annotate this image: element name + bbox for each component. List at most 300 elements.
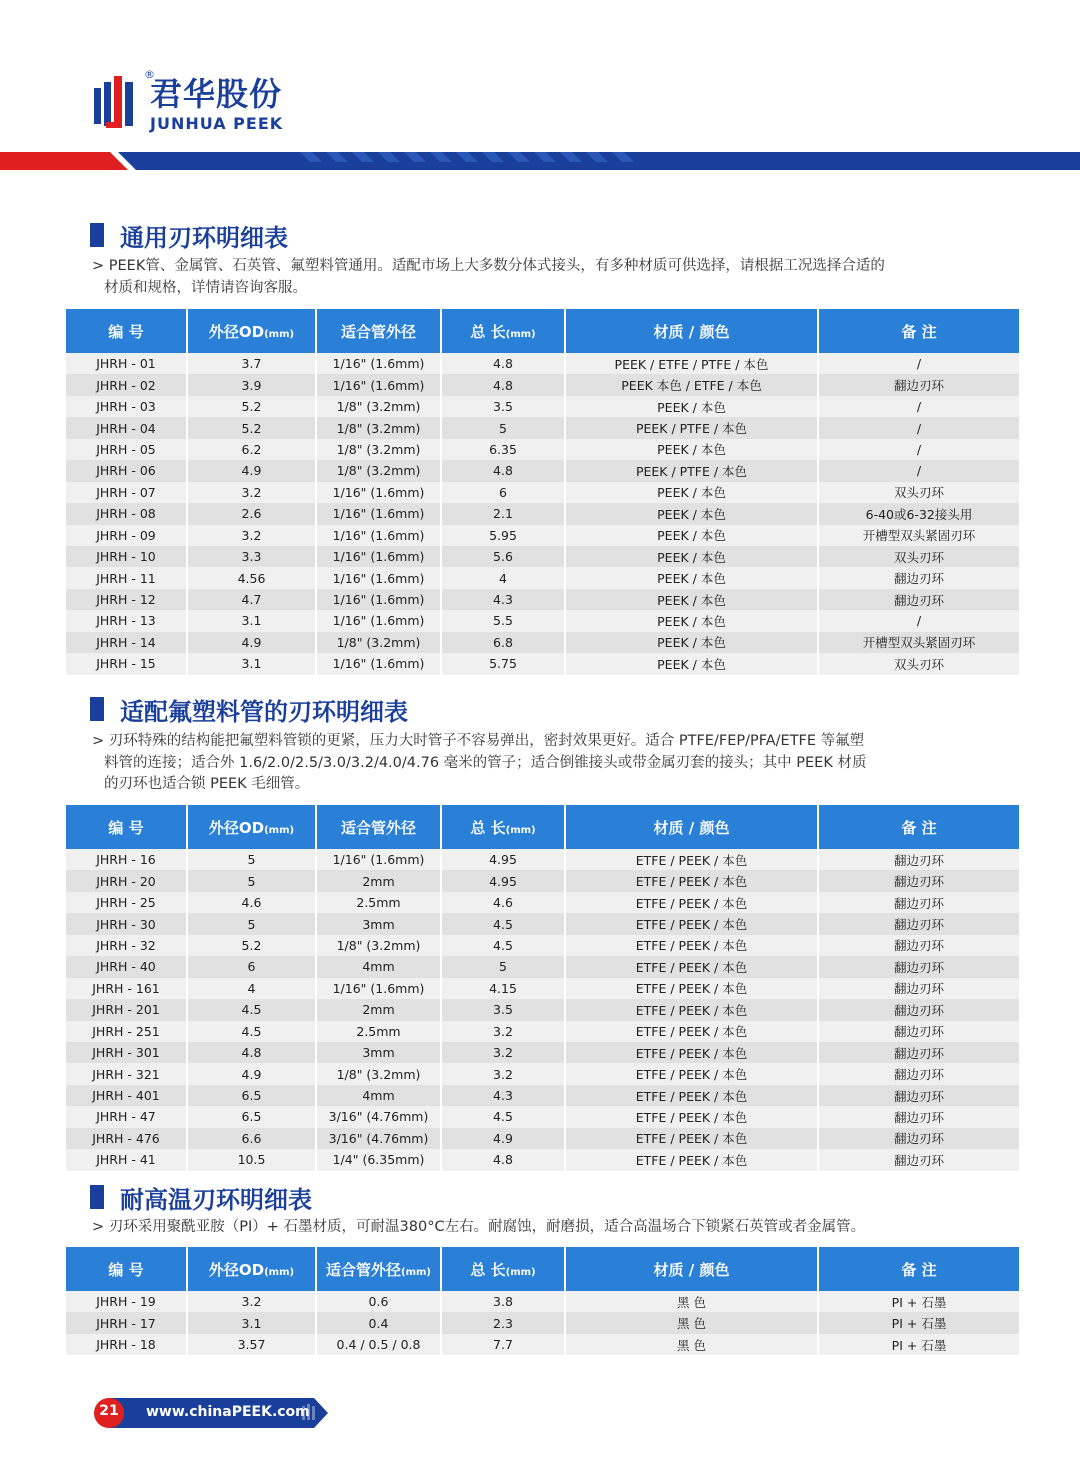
table-cell: 4.5 bbox=[187, 999, 316, 1020]
table-cell: 4.5 bbox=[441, 913, 565, 934]
table-cell: JHRH - 12 bbox=[66, 589, 187, 610]
table-cell: 双头刃环 bbox=[818, 546, 1019, 567]
table-cell: PEEK / 本色 bbox=[565, 396, 818, 417]
column-header-label: 适合管外径 bbox=[326, 1260, 402, 1279]
table-row bbox=[66, 1042, 1019, 1063]
title-marker bbox=[90, 1185, 104, 1209]
table-cell: PEEK / 本色 bbox=[565, 589, 818, 610]
table-cell: 0.4 bbox=[316, 1312, 441, 1333]
table-cell: 翻边刃环 bbox=[818, 1149, 1019, 1170]
table-header-row bbox=[66, 309, 1019, 353]
table-cell: PEEK / 本色 bbox=[565, 610, 818, 631]
table-row bbox=[66, 460, 1019, 481]
general-ferrule-table bbox=[66, 309, 1019, 675]
table-row bbox=[66, 525, 1019, 546]
table-cell: 双头刃环 bbox=[818, 482, 1019, 503]
table-cell: 4.7 bbox=[187, 589, 316, 610]
table-row bbox=[66, 935, 1019, 956]
table-cell: 1/8" (3.2mm) bbox=[316, 439, 441, 460]
table-cell: PEEK / PTFE / 本色 bbox=[565, 460, 818, 481]
table-cell: 3.2 bbox=[187, 482, 316, 503]
column-header-label: 总 长 bbox=[470, 1260, 506, 1279]
table-row bbox=[66, 1085, 1019, 1106]
table-row bbox=[66, 353, 1019, 374]
table-cell: 翻边刃环 bbox=[818, 870, 1019, 891]
table-cell: 5 bbox=[441, 417, 565, 438]
column-header-label: 外径OD bbox=[208, 818, 265, 837]
desc-line: > 刃环采用聚酰亚胺（PI）+ 石墨材质，可耐温380°C左右。耐腐蚀，耐磨损，适合高温场合下锁紧石英管或者金属管。 bbox=[92, 1219, 866, 1235]
table-cell: 1/16" (1.6mm) bbox=[316, 374, 441, 395]
table-row bbox=[66, 956, 1019, 977]
table-cell: 1/16" (1.6mm) bbox=[316, 503, 441, 524]
table-cell: JHRH - 02 bbox=[66, 374, 187, 395]
column-header-label: 编 号 bbox=[108, 1260, 144, 1279]
desc-line: 料管的连接；适合外 1.6/2.0/2.5/3.0/3.2/4.0/4.76 毫米的管子；适合倒锥接头或带金属刃套的接头；其中 PEEK 材质 bbox=[104, 754, 867, 771]
table-cell: 2.6 bbox=[187, 503, 316, 524]
table-cell: 2.1 bbox=[441, 503, 565, 524]
table-cell: 4.9 bbox=[441, 1128, 565, 1149]
table-cell: ETFE / PEEK / 本色 bbox=[565, 892, 818, 913]
section-2-title bbox=[90, 692, 408, 726]
table-cell: 1/16" (1.6mm) bbox=[316, 653, 441, 674]
table-cell: PEEK / 本色 bbox=[565, 482, 818, 503]
table-cell: JHRH - 06 bbox=[66, 460, 187, 481]
column-header bbox=[565, 309, 818, 353]
table-cell: / bbox=[818, 396, 1019, 417]
table-cell: 3.1 bbox=[187, 653, 316, 674]
table-cell: / bbox=[818, 439, 1019, 460]
table-cell: 7.7 bbox=[441, 1334, 565, 1355]
column-header bbox=[316, 805, 441, 849]
table-row bbox=[66, 1291, 1019, 1312]
table-cell: 4 bbox=[441, 567, 565, 588]
table-cell: 翻边刃环 bbox=[818, 1106, 1019, 1127]
table-row bbox=[66, 1063, 1019, 1084]
column-header bbox=[818, 805, 1019, 849]
table-row bbox=[66, 503, 1019, 524]
column-header-label: 外径OD bbox=[208, 1260, 265, 1279]
table-cell: 翻边刃环 bbox=[818, 567, 1019, 588]
table-cell: 4.5 bbox=[441, 935, 565, 956]
table-cell: JHRH - 161 bbox=[66, 978, 187, 999]
table-cell: 5 bbox=[187, 870, 316, 891]
table-cell: PEEK / ETFE / PTFE / 本色 bbox=[565, 353, 818, 374]
junhua-logo-icon bbox=[92, 72, 138, 132]
table-cell: 3.1 bbox=[187, 1312, 316, 1333]
table-cell: JHRH - 476 bbox=[66, 1128, 187, 1149]
column-header-label: 材质 / 颜色 bbox=[653, 818, 730, 837]
high-temp-ferrule-table bbox=[66, 1247, 1019, 1355]
column-header-label: 编 号 bbox=[108, 818, 144, 837]
column-header bbox=[441, 309, 565, 353]
table-row bbox=[66, 1334, 1019, 1355]
table-cell: 5.75 bbox=[441, 653, 565, 674]
column-header-label: 备 注 bbox=[901, 322, 937, 341]
table-cell: 5 bbox=[187, 849, 316, 870]
table-cell: 5 bbox=[187, 913, 316, 934]
table-cell: 1/16" (1.6mm) bbox=[316, 567, 441, 588]
table-cell: JHRH - 251 bbox=[66, 1021, 187, 1042]
column-header bbox=[316, 309, 441, 353]
column-header-unit: (mm) bbox=[401, 1266, 431, 1278]
table-row bbox=[66, 632, 1019, 653]
table-cell: 4mm bbox=[316, 956, 441, 977]
table-cell: JHRH - 401 bbox=[66, 1085, 187, 1106]
table-cell: 4mm bbox=[316, 1085, 441, 1106]
brand-logo bbox=[92, 68, 332, 136]
table-cell: 1/16" (1.6mm) bbox=[316, 546, 441, 567]
column-header-label: 总 长 bbox=[470, 322, 506, 341]
table-cell: 2mm bbox=[316, 999, 441, 1020]
table-cell: 5.2 bbox=[187, 396, 316, 417]
table-cell: ETFE / PEEK / 本色 bbox=[565, 1149, 818, 1170]
table-cell: 3.1 bbox=[187, 610, 316, 631]
table-cell: JHRH - 13 bbox=[66, 610, 187, 631]
table-cell: JHRH - 11 bbox=[66, 567, 187, 588]
table-row bbox=[66, 417, 1019, 438]
table-cell: JHRH - 17 bbox=[66, 1312, 187, 1333]
table-cell: 2.5mm bbox=[316, 892, 441, 913]
table-cell: 1/16" (1.6mm) bbox=[316, 482, 441, 503]
table-cell: 翻边刃环 bbox=[818, 1021, 1019, 1042]
section-3-description bbox=[92, 1217, 962, 1239]
table-cell: 5.2 bbox=[187, 417, 316, 438]
table-cell: JHRH - 321 bbox=[66, 1063, 187, 1084]
column-header-unit: (mm) bbox=[505, 824, 536, 836]
table-header-row bbox=[66, 805, 1019, 849]
column-header bbox=[316, 1247, 441, 1291]
table-cell: 1/16" (1.6mm) bbox=[316, 353, 441, 374]
page-footer bbox=[92, 1396, 332, 1430]
table-cell: 翻边刃环 bbox=[818, 589, 1019, 610]
column-header-label: 备 注 bbox=[901, 1260, 937, 1279]
column-header-unit: (mm) bbox=[264, 328, 295, 340]
desc-line: 的刃环也适合锁 PEEK 毛细管。 bbox=[104, 776, 310, 792]
desc-line: > PEEK管、金属管、石英管、氟塑料管通用。适配市场上大多数分体式接头，有多种材质可供选择，请根据工况选择合适的 bbox=[92, 258, 885, 274]
table-cell: 翻边刃环 bbox=[818, 374, 1019, 395]
table-cell: 4.8 bbox=[441, 374, 565, 395]
table-cell: 4.15 bbox=[441, 978, 565, 999]
table-cell: 4.5 bbox=[441, 1106, 565, 1127]
column-header bbox=[441, 805, 565, 849]
table-cell: 6.5 bbox=[187, 1085, 316, 1106]
column-header-unit: (mm) bbox=[264, 1266, 295, 1278]
table-cell: ETFE / PEEK / 本色 bbox=[565, 1042, 818, 1063]
table-cell: 6 bbox=[187, 956, 316, 977]
table-cell: JHRH - 08 bbox=[66, 503, 187, 524]
table-cell: ETFE / PEEK / 本色 bbox=[565, 1063, 818, 1084]
table-cell: 1/16" (1.6mm) bbox=[316, 589, 441, 610]
table-cell: 1/8" (3.2mm) bbox=[316, 417, 441, 438]
table-cell: 翻边刃环 bbox=[818, 978, 1019, 999]
table-row bbox=[66, 653, 1019, 674]
table-cell: 黑 色 bbox=[565, 1291, 818, 1312]
table-cell: 5 bbox=[441, 956, 565, 977]
website-link[interactable]: www.chinaPEEK.com bbox=[146, 1404, 310, 1420]
table-cell: 6.2 bbox=[187, 439, 316, 460]
table-cell: PEEK / 本色 bbox=[565, 546, 818, 567]
table-cell: 5.95 bbox=[441, 525, 565, 546]
table-cell: 4.6 bbox=[441, 892, 565, 913]
table-cell: 3/16" (4.76mm) bbox=[316, 1128, 441, 1149]
table-row bbox=[66, 546, 1019, 567]
table-cell: JHRH - 07 bbox=[66, 482, 187, 503]
table-cell: 5.5 bbox=[441, 610, 565, 631]
column-header bbox=[66, 309, 187, 353]
table-row bbox=[66, 892, 1019, 913]
table-cell: 4.5 bbox=[187, 1021, 316, 1042]
table-cell: 4.6 bbox=[187, 892, 316, 913]
table-cell: 0.4 / 0.5 / 0.8 bbox=[316, 1334, 441, 1355]
table-row bbox=[66, 849, 1019, 870]
table-cell: / bbox=[818, 460, 1019, 481]
table-cell: 2.3 bbox=[441, 1312, 565, 1333]
table-cell: 4.3 bbox=[441, 589, 565, 610]
table-cell: JHRH - 32 bbox=[66, 935, 187, 956]
table-cell: 6-40或6-32接头用 bbox=[818, 503, 1019, 524]
table-cell: ETFE / PEEK / 本色 bbox=[565, 999, 818, 1020]
table-cell: 3.5 bbox=[441, 396, 565, 417]
table-cell: JHRH - 40 bbox=[66, 956, 187, 977]
table-cell: PEEK / PTFE / 本色 bbox=[565, 417, 818, 438]
table-cell: JHRH - 09 bbox=[66, 525, 187, 546]
table-cell: PEEK / 本色 bbox=[565, 525, 818, 546]
table-cell: 翻边刃环 bbox=[818, 935, 1019, 956]
table-row bbox=[66, 870, 1019, 891]
column-header-label: 适合管外径 bbox=[340, 818, 416, 837]
column-header bbox=[187, 1247, 316, 1291]
table-cell: ETFE / PEEK / 本色 bbox=[565, 849, 818, 870]
table-row bbox=[66, 978, 1019, 999]
table-cell: ETFE / PEEK / 本色 bbox=[565, 978, 818, 999]
table-row bbox=[66, 913, 1019, 934]
column-header-unit: (mm) bbox=[505, 1266, 536, 1278]
table-cell: PI + 石墨 bbox=[818, 1291, 1019, 1312]
table-cell: 黑 色 bbox=[565, 1312, 818, 1333]
table-cell: 1/4" (6.35mm) bbox=[316, 1149, 441, 1170]
table-cell: 1/8" (3.2mm) bbox=[316, 396, 441, 417]
table-cell: PEEK / 本色 bbox=[565, 439, 818, 460]
table-cell: JHRH - 301 bbox=[66, 1042, 187, 1063]
table-cell: 2.5mm bbox=[316, 1021, 441, 1042]
table-cell: 3.2 bbox=[441, 1042, 565, 1063]
table-cell: 2mm bbox=[316, 870, 441, 891]
table-row bbox=[66, 482, 1019, 503]
table-row bbox=[66, 439, 1019, 460]
table-cell: JHRH - 41 bbox=[66, 1149, 187, 1170]
table-cell: 4.95 bbox=[441, 849, 565, 870]
table-row bbox=[66, 1128, 1019, 1149]
table-cell: 4.9 bbox=[187, 1063, 316, 1084]
column-header bbox=[66, 805, 187, 849]
column-header-label: 外径OD bbox=[208, 322, 265, 341]
table-cell: / bbox=[818, 610, 1019, 631]
registered-mark: ® bbox=[144, 68, 155, 81]
table-cell: 0.6 bbox=[316, 1291, 441, 1312]
table-cell: 6 bbox=[441, 482, 565, 503]
table-cell: 3.2 bbox=[441, 1063, 565, 1084]
table-cell: 6.6 bbox=[187, 1128, 316, 1149]
table-cell: 翻边刃环 bbox=[818, 1128, 1019, 1149]
table-cell: 1/8" (3.2mm) bbox=[316, 935, 441, 956]
table-cell: 4.9 bbox=[187, 632, 316, 653]
column-header bbox=[187, 805, 316, 849]
table-cell: ETFE / PEEK / 本色 bbox=[565, 1021, 818, 1042]
table-cell: JHRH - 03 bbox=[66, 396, 187, 417]
table-cell: ETFE / PEEK / 本色 bbox=[565, 1085, 818, 1106]
page-number: 21 bbox=[99, 1403, 119, 1419]
table-cell: JHRH - 47 bbox=[66, 1106, 187, 1127]
column-header bbox=[565, 1247, 818, 1291]
table-cell: ETFE / PEEK / 本色 bbox=[565, 870, 818, 891]
table-cell: 翻边刃环 bbox=[818, 849, 1019, 870]
table-cell: JHRH - 15 bbox=[66, 653, 187, 674]
column-header-label: 材质 / 颜色 bbox=[653, 322, 730, 341]
title-marker bbox=[90, 697, 104, 721]
table-cell: 开槽型双头紧固刃环 bbox=[818, 632, 1019, 653]
table-cell: 1/8" (3.2mm) bbox=[316, 1063, 441, 1084]
table-cell: JHRH - 16 bbox=[66, 849, 187, 870]
table-cell: JHRH - 201 bbox=[66, 999, 187, 1020]
column-header-unit: (mm) bbox=[264, 824, 295, 836]
column-header bbox=[441, 1247, 565, 1291]
table-cell: PI + 石墨 bbox=[818, 1334, 1019, 1355]
table-cell: JHRH - 14 bbox=[66, 632, 187, 653]
table-cell: 5.6 bbox=[441, 546, 565, 567]
table-cell: 双头刃环 bbox=[818, 653, 1019, 674]
table-cell: 翻边刃环 bbox=[818, 1042, 1019, 1063]
table-cell: / bbox=[818, 417, 1019, 438]
table-cell: JHRH - 30 bbox=[66, 913, 187, 934]
column-header bbox=[565, 805, 818, 849]
table-cell: 3.57 bbox=[187, 1334, 316, 1355]
table-cell: 3.5 bbox=[441, 999, 565, 1020]
table-cell: 翻边刃环 bbox=[818, 1063, 1019, 1084]
brand-name-cn: 君华股份 bbox=[150, 75, 283, 113]
section-3-title bbox=[90, 1180, 312, 1214]
table-cell: 3mm bbox=[316, 913, 441, 934]
table-cell: PI + 石墨 bbox=[818, 1312, 1019, 1333]
table-cell: JHRH - 19 bbox=[66, 1291, 187, 1312]
table-cell: 1/8" (3.2mm) bbox=[316, 460, 441, 481]
fluoroplastic-ferrule-table bbox=[66, 805, 1019, 1171]
table-cell: PEEK 本色 / ETFE / 本色 bbox=[565, 374, 818, 395]
column-header-label: 适合管外径 bbox=[340, 322, 416, 341]
table-cell: 5.2 bbox=[187, 935, 316, 956]
section-1-description bbox=[92, 256, 962, 299]
table-cell: 10.5 bbox=[187, 1149, 316, 1170]
column-header bbox=[818, 309, 1019, 353]
table-cell: PEEK / 本色 bbox=[565, 653, 818, 674]
table-cell: 3/16" (4.76mm) bbox=[316, 1106, 441, 1127]
table-cell: JHRH - 01 bbox=[66, 353, 187, 374]
table-cell: 4 bbox=[187, 978, 316, 999]
table-row bbox=[66, 610, 1019, 631]
table-cell: 6.35 bbox=[441, 439, 565, 460]
table-cell: 翻边刃环 bbox=[818, 892, 1019, 913]
table-cell: 翻边刃环 bbox=[818, 913, 1019, 934]
table-cell: 3.3 bbox=[187, 546, 316, 567]
table-cell: JHRH - 20 bbox=[66, 870, 187, 891]
table-cell: JHRH - 10 bbox=[66, 546, 187, 567]
table-cell: JHRH - 05 bbox=[66, 439, 187, 460]
section-3-title-text: 耐高温刃环明细表 bbox=[120, 1185, 312, 1214]
brand-name-en: JUNHUA PEEK bbox=[150, 114, 284, 133]
table-cell: 6.5 bbox=[187, 1106, 316, 1127]
table-cell: 1/16" (1.6mm) bbox=[316, 610, 441, 631]
table-cell: ETFE / PEEK / 本色 bbox=[565, 1106, 818, 1127]
table-cell: PEEK / 本色 bbox=[565, 632, 818, 653]
table-cell: JHRH - 04 bbox=[66, 417, 187, 438]
section-2-title-text: 适配氟塑料管的刃环明细表 bbox=[120, 697, 408, 726]
table-header-row bbox=[66, 1247, 1019, 1291]
table-cell: 3.9 bbox=[187, 374, 316, 395]
table-cell: 4.9 bbox=[187, 460, 316, 481]
table-cell: 4.8 bbox=[441, 460, 565, 481]
table-cell: 3.2 bbox=[441, 1021, 565, 1042]
title-marker bbox=[90, 223, 104, 247]
table-cell: 翻边刃环 bbox=[818, 999, 1019, 1020]
column-header-label: 总 长 bbox=[470, 818, 506, 837]
table-row bbox=[66, 374, 1019, 395]
section-1-title-text: 通用刃环明细表 bbox=[120, 223, 288, 252]
table-cell: 4.8 bbox=[441, 353, 565, 374]
column-header-label: 材质 / 颜色 bbox=[653, 1260, 730, 1279]
section-2-description bbox=[92, 731, 962, 796]
table-cell: PEEK / 本色 bbox=[565, 567, 818, 588]
table-cell: 4.8 bbox=[441, 1149, 565, 1170]
table-cell: 开槽型双头紧固刃环 bbox=[818, 525, 1019, 546]
table-row bbox=[66, 1149, 1019, 1170]
desc-line: > 刃环特殊的结构能把氟塑料管锁的更紧，压力大时管子不容易弹出，密封效果更好。适合 PTFE/FEP/PFA/ETFE 等氟塑 bbox=[92, 733, 865, 749]
table-row bbox=[66, 589, 1019, 610]
table-cell: 3.2 bbox=[187, 1291, 316, 1312]
table-cell: 1/16" (1.6mm) bbox=[316, 849, 441, 870]
table-row bbox=[66, 396, 1019, 417]
table-cell: 翻边刃环 bbox=[818, 956, 1019, 977]
table-cell: ETFE / PEEK / 本色 bbox=[565, 956, 818, 977]
column-header bbox=[66, 1247, 187, 1291]
table-cell: 1/16" (1.6mm) bbox=[316, 525, 441, 546]
table-cell: 6.8 bbox=[441, 632, 565, 653]
header-stripe-band bbox=[0, 148, 1080, 170]
table-cell: JHRH - 18 bbox=[66, 1334, 187, 1355]
table-cell: ETFE / PEEK / 本色 bbox=[565, 913, 818, 934]
table-cell: 1/8" (3.2mm) bbox=[316, 632, 441, 653]
column-header bbox=[818, 1247, 1019, 1291]
section-1-title bbox=[90, 218, 288, 252]
table-cell: 3mm bbox=[316, 1042, 441, 1063]
desc-line: 材质和规格，详情请咨询客服。 bbox=[104, 279, 307, 296]
table-cell: ETFE / PEEK / 本色 bbox=[565, 1128, 818, 1149]
table-cell: 1/16" (1.6mm) bbox=[316, 978, 441, 999]
table-row bbox=[66, 1106, 1019, 1127]
column-header-label: 编 号 bbox=[108, 322, 144, 341]
table-row bbox=[66, 567, 1019, 588]
table-row bbox=[66, 1312, 1019, 1333]
table-cell: JHRH - 25 bbox=[66, 892, 187, 913]
table-cell: 4.56 bbox=[187, 567, 316, 588]
column-header-unit: (mm) bbox=[505, 328, 536, 340]
table-cell: 4.8 bbox=[187, 1042, 316, 1063]
table-cell: 3.2 bbox=[187, 525, 316, 546]
table-cell: 4.3 bbox=[441, 1085, 565, 1106]
table-cell: PEEK / 本色 bbox=[565, 503, 818, 524]
table-cell: ETFE / PEEK / 本色 bbox=[565, 935, 818, 956]
table-cell: 3.7 bbox=[187, 353, 316, 374]
table-row bbox=[66, 999, 1019, 1020]
table-row bbox=[66, 1021, 1019, 1042]
